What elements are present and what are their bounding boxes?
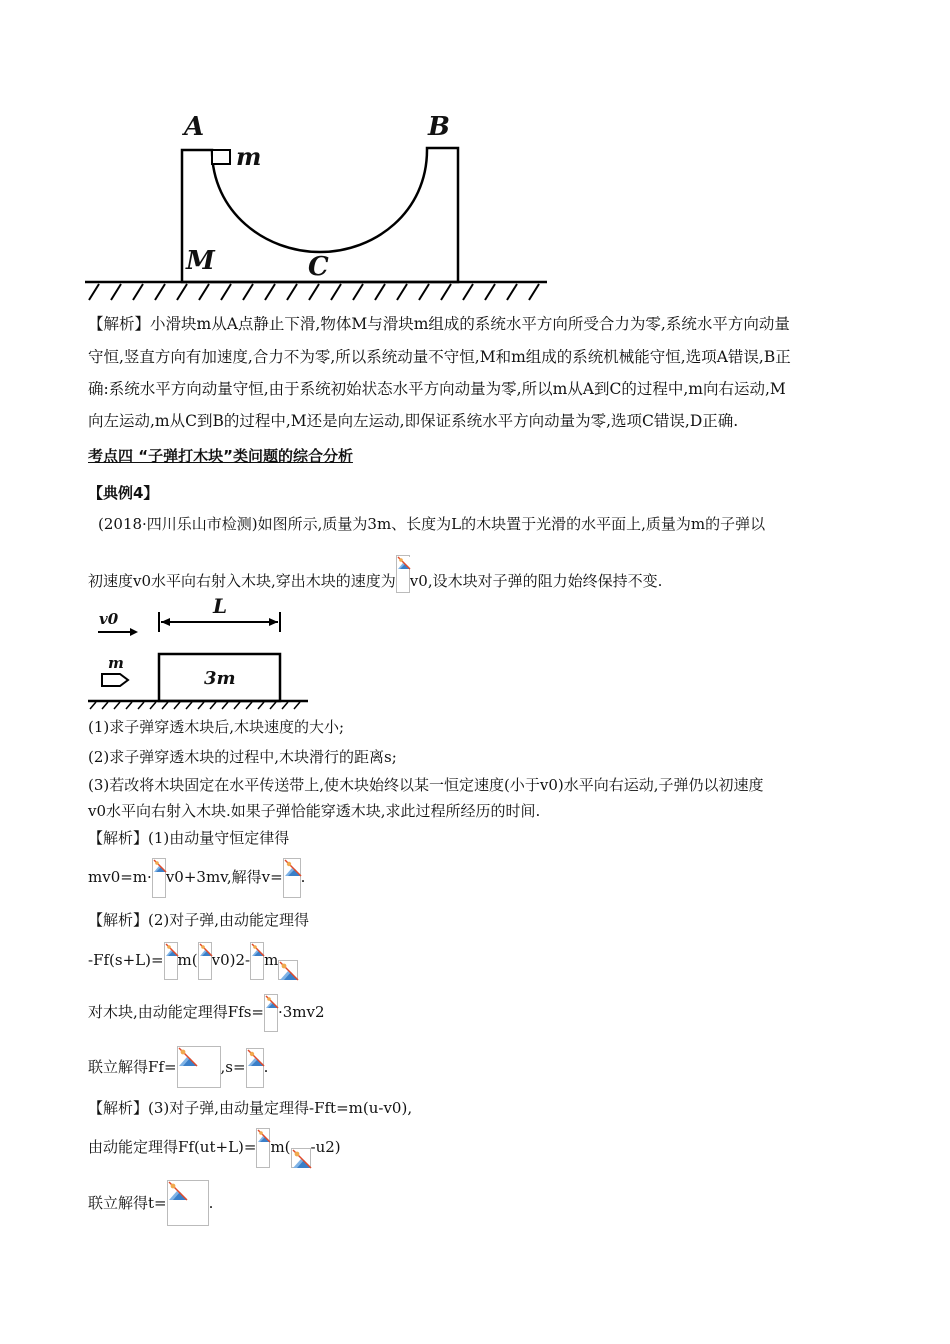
broken-image-icon [283, 858, 301, 898]
solution2-wood-a: 对木块,由动能定理得Ffs= [88, 1003, 264, 1021]
analysis1-line3: 确:系统水平方向动量守恒,由于系统初始状态水平方向动量为零,所以m从A到C的过程中,m向右运动,M [88, 380, 786, 398]
figure1-label-B: B [428, 112, 450, 142]
solution2-eq-a: -Ff(s+L)= [88, 951, 164, 969]
solution3-res-a: 联立解得t= [88, 1194, 167, 1212]
section-title: 考点四 “子弹打木块”类问题的综合分析 [88, 447, 353, 465]
solution1-head: 【解析】(1)由动量守恒定律得 [88, 829, 290, 847]
solution2-eq-b: m( [177, 951, 198, 969]
broken-image-icon [256, 1128, 270, 1168]
question-2: (2)求子弹穿透木块的过程中,木块滑行的距离s; [88, 748, 397, 766]
broken-image-icon [246, 1048, 264, 1088]
solution2-res-b: ,s= [220, 1058, 246, 1076]
question-3a: (3)若改将木块固定在水平传送带上,使木块始终以某一恒定速度(小于v0)水平向右运动,子弹仍以初速度 [88, 776, 764, 794]
solution2-res-c: . [263, 1058, 269, 1076]
solution2-head: 【解析】(2)对子弹,由动能定理得 [88, 911, 310, 929]
solution2-eq-c: v0)2- [211, 951, 251, 969]
solution3-eq-b: m( [270, 1138, 291, 1156]
solution3-eq [88, 1126, 341, 1168]
figure2-label-m: m [108, 654, 124, 672]
solution2-wood [88, 992, 325, 1032]
solution3-result [88, 1180, 213, 1226]
figure1-label-m: m [236, 142, 262, 171]
question-1: (1)求子弹穿透木块后,木块速度的大小; [88, 718, 345, 736]
problem-line2-a: 初速度v0水平向右射入木块,穿出木块的速度为 [88, 572, 396, 590]
solution1-eq-c: . [300, 868, 306, 886]
solution3-head: 【解析】(3)对子弹,由动量定理得-Fft=m(u-v0), [88, 1099, 413, 1117]
broken-image-icon [278, 960, 298, 980]
analysis1-line1: 【解析】小滑块m从A点静止下滑,物体M与滑块m组成的系统水平方向所受合力为零,系统水平方向动量 [88, 315, 790, 333]
solution1-eq [88, 856, 305, 898]
analysis1-line4: 向左运动,m从C到B的过程中,M还是向左运动,即保证系统水平方向动量为零,选项C错误,D正确. [88, 412, 739, 430]
solution3-eq-c: -u2) [310, 1138, 341, 1156]
solution1-eq-a: mv0=m· [88, 868, 152, 886]
broken-image-icon [152, 858, 166, 898]
figure1-label-A: A [184, 112, 205, 142]
figure2-label-L: L [213, 594, 228, 618]
solution2-eq [88, 940, 298, 980]
broken-image-icon [396, 555, 410, 593]
broken-image-icon [264, 994, 278, 1032]
example-label: 【典例4】 [88, 484, 159, 502]
figure1-label-C: C [308, 252, 329, 282]
broken-image-icon [250, 942, 264, 980]
solution2-wood-b: ·3mv2 [278, 1003, 325, 1021]
solution2-res-a: 联立解得Ff= [88, 1058, 177, 1076]
figure2-label-v0: v0 [99, 610, 119, 628]
problem-line2-b: v0,设木块对子弹的阻力始终保持不变. [409, 572, 663, 590]
question-3b: v0水平向右射入木块.如果子弹恰能穿透木块,求此过程所经历的时间. [88, 802, 541, 820]
broken-image-icon [198, 942, 212, 980]
figure1-label-M: M [186, 246, 215, 276]
problem-line1: (2018·四川乐山市检测)如图所示,质量为3m、长度为L的木块置于光滑的水平面上,质量为m的子弹以 [98, 515, 766, 533]
broken-image-icon [164, 942, 178, 980]
solution2-result [88, 1046, 268, 1088]
analysis1-line2: 守恒,竖直方向有加速度,合力不为零,所以系统动量不守恒,M和m组成的系统机械能守恒,选项A错误,B正 [88, 348, 791, 366]
solution3-res-b: . [208, 1194, 214, 1212]
figure2-label-3m: 3m [204, 668, 236, 689]
solution1-eq-b: v0+3mv,解得v= [165, 868, 283, 886]
solution3-eq-a: 由动能定理得Ff(ut+L)= [88, 1138, 257, 1156]
broken-image-icon [177, 1046, 221, 1088]
broken-image-icon [291, 1148, 311, 1168]
broken-image-icon [167, 1180, 209, 1226]
problem-line2 [88, 555, 662, 591]
solution2-eq-d: m [264, 951, 279, 969]
